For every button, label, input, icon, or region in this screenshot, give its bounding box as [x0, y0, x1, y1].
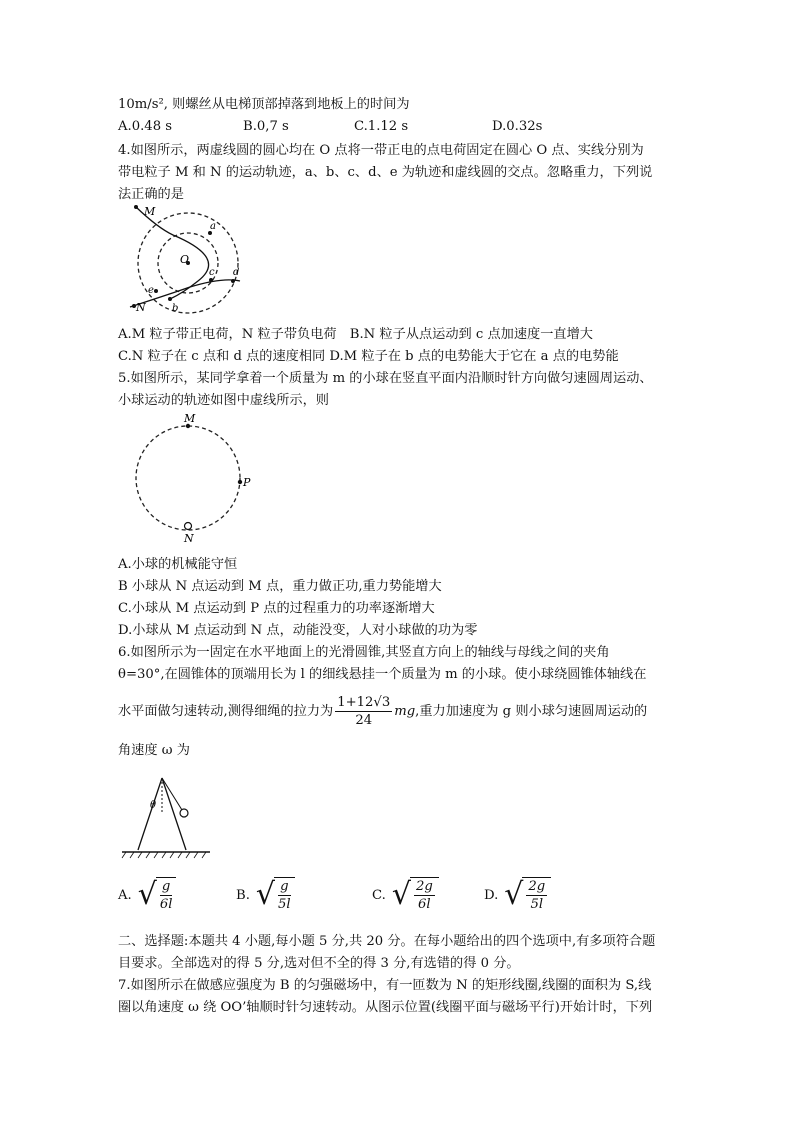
string — [162, 778, 182, 810]
q4-options-ab: A.M 粒子带正电荷，N 粒子带负电荷 B.N 粒子从点运动到 c 点加速度一直增大 — [118, 327, 593, 342]
q6-stem-line-3 — [118, 694, 647, 729]
q3-option-b: B.0,7 s — [243, 119, 289, 134]
q6-choice-d: D. √ $\frac{2g}{5l}$ — [484, 877, 551, 913]
section2-heading-line-2: 目要求。全部选对的得 5 分,选对但不全的得 3 分,有选错的得 0 分。 — [118, 956, 520, 971]
label-o: O — [180, 253, 190, 266]
q3-option-c: C.1.12 s — [354, 119, 409, 134]
section2-heading-line-1: 二、选择题:本题共 4 小题,每小题 5 分,共 20 分。在每小题给出的四个选项中,有多项符合题 — [118, 934, 656, 949]
q4-stem-line-2: 带电粒子 M 和 N 的运动轨迹，a、b、c、d、e 为轨迹和虚线圆的交点。忽略重力，下列说 — [118, 165, 653, 180]
q5-option-b: B 小球从 N 点运动到 M 点，重力做正功,重力势能增大 — [118, 579, 442, 594]
ball-n — [185, 523, 192, 530]
label-n: N — [184, 532, 194, 545]
label-a: a — [210, 221, 216, 232]
q5-option-d: D.小球从 M 点运动到 N 点，动能没变，人对小球做的功为零 — [118, 623, 478, 638]
q6-figure-cone — [120, 772, 215, 862]
sqrt-expression: √ $\frac{g}{5l}$ — [256, 877, 295, 913]
ball — [180, 809, 188, 817]
label-m: M — [144, 205, 156, 218]
label-d: d — [233, 267, 240, 278]
q6-stem-line-2: θ=30°,在圆锥体的顶端用长为 l 的细线悬挂一个质量为 m 的小球。使小球绕圆锥体轴线在 — [118, 667, 647, 682]
tension-fraction — [335, 694, 392, 729]
label-c: c — [209, 267, 215, 278]
q6-line3-prefix: 水平面做匀速转动,测得细绳的拉力为 — [118, 703, 334, 719]
sqrt-expression: √ $\frac{2g}{5l}$ — [504, 877, 551, 913]
label-n: N — [136, 301, 146, 314]
sqrt-expression: √ $\frac{g}{6l}$ — [138, 877, 177, 913]
q4-figure-concentric-circles — [118, 203, 258, 318]
sqrt-expression: √ $\frac{2g}{6l}$ — [392, 877, 439, 913]
tension-suffix: mg — [394, 703, 416, 719]
ground-hatching — [122, 852, 206, 858]
label-m: M — [184, 412, 196, 425]
q6-choice-b: B. √ $\frac{g}{5l}$ — [236, 877, 295, 913]
q4-options-cd: C.N 粒子在 c 点和 d 点的速度相同 D.M 粒子在 b 点的电势能大于它在 a 点的电势能 — [118, 349, 619, 364]
q3-option-a: A.0.48 s — [118, 119, 173, 134]
tension-numerator: 1+12√3 — [337, 695, 391, 710]
q6-line3-postfix: ,重力加速度为 g 则小球匀速圆周运动的 — [415, 703, 648, 719]
q4-stem-line-1: 4.如图所示，两虚线圆的圆心均在 O 点将一带正电的点电荷固定在圆心 O 点、实线分别为 — [118, 143, 644, 158]
theta-label: θ — [150, 800, 157, 811]
q5-option-c: C.小球从 M 点运动到 P 点的过程重力的功率逐渐增大 — [118, 601, 435, 616]
tension-denominator: 24 — [355, 713, 373, 728]
q5-option-a: A.小球的机械能守恒 — [118, 557, 238, 572]
q5-stem-line-2: 小球运动的轨迹如图中虚线所示，则 — [118, 393, 329, 408]
cone-left-edge — [138, 778, 162, 850]
q3-stem-line: 10m/s², 则螺丝从电梯顶部掉落到地板上的时间为 — [118, 97, 410, 112]
label-p: P — [243, 476, 251, 489]
q6-stem-line-4: 角速度 ω 为 — [118, 743, 190, 758]
label-e: e — [148, 285, 154, 296]
q6-stem-line-1: 6.如图所示为一固定在水平地面上的光滑圆锥,其竖直方向上的轴线与母线之间的夹角 — [118, 645, 610, 660]
q5-figure-circle-path — [125, 410, 265, 545]
q7-stem-line-1: 7.如图所示在做感应强度为 B 的匀强磁场中，有一匝数为 N 的矩形线圈,线圈的面积为 S,线 — [118, 978, 652, 993]
q7-stem-line-2: 圈以角速度 ω 绕 OO’轴顺时针匀速转动。从图示位置(线圈平面与磁场平行)开始计时，下列 — [118, 1000, 653, 1015]
q3-option-d: D.0.32s — [492, 119, 543, 134]
q6-choice-a: A. √ $\frac{g}{6l}$ — [118, 877, 176, 913]
label-b: b — [172, 303, 179, 314]
circular-path — [136, 426, 240, 530]
point-p — [238, 480, 242, 484]
q4-stem-line-3: 法正确的是 — [118, 187, 184, 202]
q6-choice-c: C. √ $\frac{2g}{6l}$ — [372, 877, 439, 913]
q5-stem-line-1: 5.如图所示，某同学拿着一个质量为 m 的小球在竖直平面内沿顺时针方向做匀速圆周运动、 — [118, 371, 653, 386]
